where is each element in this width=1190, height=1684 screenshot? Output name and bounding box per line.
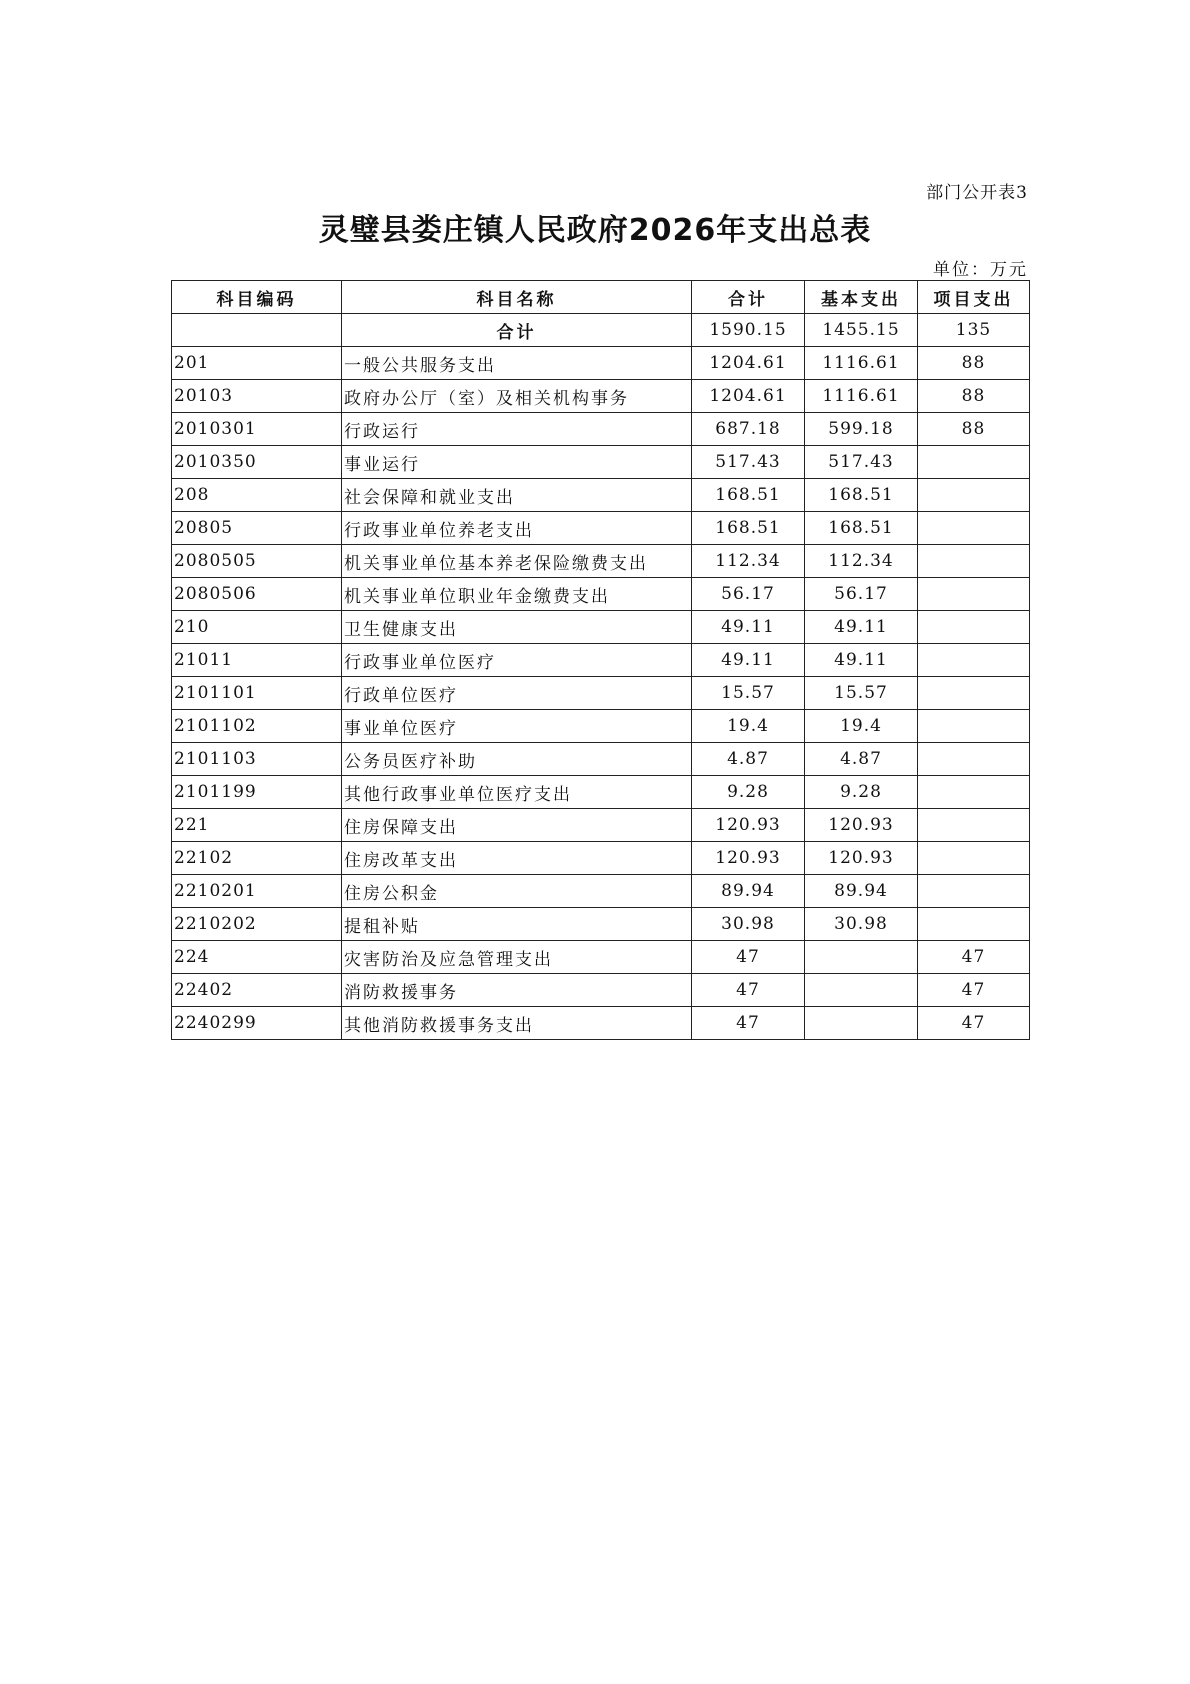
table-row [172,644,1030,677]
cell-basic: 599.18 [805,413,918,446]
header-project: 项目支出 [918,281,1030,314]
cell-name: 机关事业单位职业年金缴费支出 [342,578,692,611]
table-row [172,413,1030,446]
cell-name: 其他行政事业单位医疗支出 [342,776,692,809]
cell-code: 2101101 [172,677,342,710]
cell-total: 47 [692,974,805,1007]
cell-total: 168.51 [692,512,805,545]
table-row [172,677,1030,710]
cell-project [918,842,1030,875]
cell-name: 社会保障和就业支出 [342,479,692,512]
cell-basic: 9.28 [805,776,918,809]
table-row [172,512,1030,545]
cell-basic: 1455.15 [805,314,918,347]
cell-project [918,479,1030,512]
cell-total: 687.18 [692,413,805,446]
cell-project [918,809,1030,842]
cell-basic [805,941,918,974]
cell-name: 行政单位医疗 [342,677,692,710]
cell-basic: 56.17 [805,578,918,611]
cell-code: 2101102 [172,710,342,743]
cell-project [918,446,1030,479]
total-row [172,314,1030,347]
cell-project [918,644,1030,677]
page-title: 灵璧县娄庄镇人民政府2026年支出总表 [318,213,872,248]
cell-code: 2210202 [172,908,342,941]
cell-total: 4.87 [692,743,805,776]
cell-total: 120.93 [692,809,805,842]
cell-name: 公务员医疗补助 [342,743,692,776]
cell-basic: 89.94 [805,875,918,908]
cell-total: 112.34 [692,545,805,578]
unit-label: 单位：万元 [933,260,1028,280]
cell-basic [805,974,918,1007]
table-row [172,479,1030,512]
table-row [172,545,1030,578]
cell-project [918,710,1030,743]
table-row [172,578,1030,611]
cell-name: 住房保障支出 [342,809,692,842]
table-number: 部门公开表3 [926,183,1028,203]
cell-name: 灾害防治及应急管理支出 [342,941,692,974]
cell-name: 行政事业单位养老支出 [342,512,692,545]
cell-code: 2101103 [172,743,342,776]
cell-name: 提租补贴 [342,908,692,941]
cell-code: 2080506 [172,578,342,611]
cell-name: 一般公共服务支出 [342,347,692,380]
table-row [172,941,1030,974]
table-row [172,611,1030,644]
cell-project [918,611,1030,644]
cell-total: 56.17 [692,578,805,611]
cell-project: 47 [918,1007,1030,1040]
cell-total: 49.11 [692,611,805,644]
cell-code: 20103 [172,380,342,413]
cell-name: 其他消防救援事务支出 [342,1007,692,1040]
table-row [172,380,1030,413]
table-row [172,842,1030,875]
cell-project [918,908,1030,941]
cell-total: 1590.15 [692,314,805,347]
header-code: 科目编码 [172,281,342,314]
cell-basic: 19.4 [805,710,918,743]
cell-basic: 112.34 [805,545,918,578]
cell-total: 517.43 [692,446,805,479]
cell-total: 1204.61 [692,347,805,380]
cell-project [918,776,1030,809]
header-name: 科目名称 [342,281,692,314]
cell-code [172,314,342,347]
cell-code: 224 [172,941,342,974]
cell-total: 49.11 [692,644,805,677]
header-basic: 基本支出 [805,281,918,314]
cell-name: 住房公积金 [342,875,692,908]
cell-code: 22402 [172,974,342,1007]
cell-project [918,512,1030,545]
cell-project [918,677,1030,710]
cell-total: 19.4 [692,710,805,743]
cell-code: 221 [172,809,342,842]
cell-name: 消防救援事务 [342,974,692,1007]
table-row [172,1007,1030,1040]
cell-basic: 120.93 [805,842,918,875]
cell-code: 201 [172,347,342,380]
cell-basic: 15.57 [805,677,918,710]
cell-basic [805,1007,918,1040]
cell-code: 210 [172,611,342,644]
cell-basic: 49.11 [805,611,918,644]
cell-project [918,743,1030,776]
cell-project [918,875,1030,908]
cell-code: 2101199 [172,776,342,809]
table-row [172,908,1030,941]
cell-name: 住房改革支出 [342,842,692,875]
cell-project: 47 [918,941,1030,974]
cell-basic: 1116.61 [805,347,918,380]
cell-basic: 4.87 [805,743,918,776]
cell-basic: 120.93 [805,809,918,842]
cell-code: 2240299 [172,1007,342,1040]
cell-name: 机关事业单位基本养老保险缴费支出 [342,545,692,578]
cell-project: 88 [918,413,1030,446]
cell-code: 2210201 [172,875,342,908]
cell-project: 47 [918,974,1030,1007]
cell-code: 20805 [172,512,342,545]
cell-code: 2010301 [172,413,342,446]
header-total: 合计 [692,281,805,314]
cell-project: 88 [918,347,1030,380]
table-row [172,347,1030,380]
cell-basic: 30.98 [805,908,918,941]
table-row [172,710,1030,743]
table-row [172,446,1030,479]
cell-code: 208 [172,479,342,512]
cell-total: 15.57 [692,677,805,710]
cell-name: 事业单位医疗 [342,710,692,743]
cell-total: 120.93 [692,842,805,875]
cell-code: 21011 [172,644,342,677]
cell-total: 47 [692,1007,805,1040]
table-row [172,776,1030,809]
cell-name: 合计 [342,314,692,347]
cell-code: 22102 [172,842,342,875]
cell-project: 88 [918,380,1030,413]
cell-name: 行政运行 [342,413,692,446]
cell-total: 168.51 [692,479,805,512]
cell-basic: 168.51 [805,479,918,512]
table-row [172,743,1030,776]
table-row [172,875,1030,908]
cell-basic: 1116.61 [805,380,918,413]
table-row [172,809,1030,842]
cell-code: 2080505 [172,545,342,578]
cell-total: 47 [692,941,805,974]
cell-name: 卫生健康支出 [342,611,692,644]
cell-basic: 49.11 [805,644,918,677]
cell-name: 政府办公厅（室）及相关机构事务 [342,380,692,413]
cell-total: 89.94 [692,875,805,908]
cell-total: 9.28 [692,776,805,809]
cell-project [918,545,1030,578]
cell-total: 1204.61 [692,380,805,413]
table-row [172,974,1030,1007]
expenditure-table [171,280,1030,1040]
cell-basic: 168.51 [805,512,918,545]
cell-basic: 517.43 [805,446,918,479]
header-row [172,281,1030,314]
cell-project [918,578,1030,611]
cell-name: 事业运行 [342,446,692,479]
cell-code: 2010350 [172,446,342,479]
cell-name: 行政事业单位医疗 [342,644,692,677]
cell-project: 135 [918,314,1030,347]
cell-total: 30.98 [692,908,805,941]
